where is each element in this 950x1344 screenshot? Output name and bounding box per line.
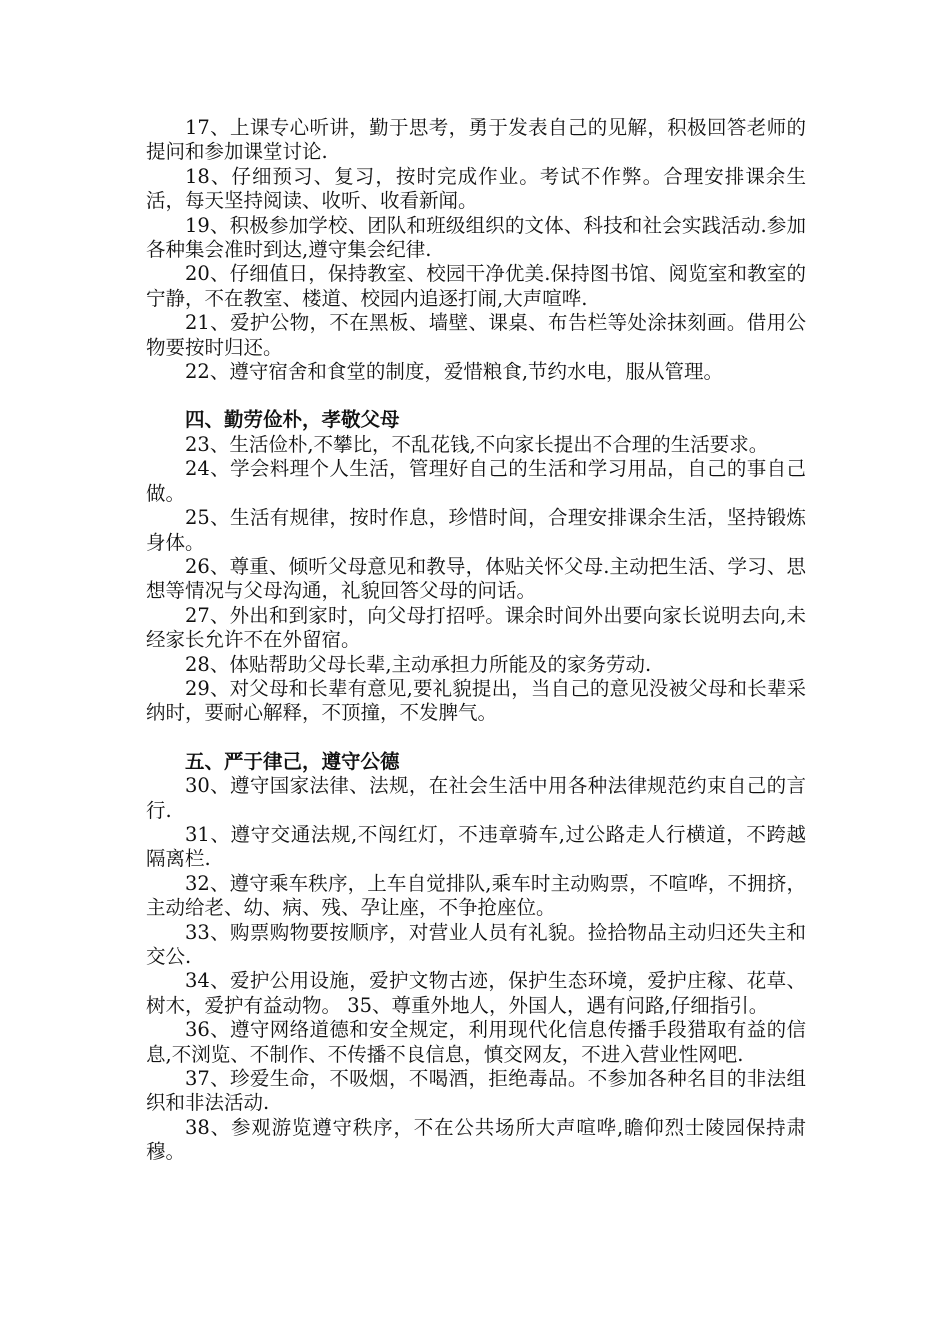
rule-item-27: 27、外出和到家时，向父母打招呼。课余时间外出要向家长说明去向,未经家长允许不在外留宿。 — [146, 603, 806, 652]
rule-item-33: 33、购票购物要按顺序，对营业人员有礼貌。捡拾物品主动归还失主和交公. — [146, 920, 806, 968]
rule-item-23: 23、生活俭朴,不攀比，不乱花钱,不向家长提出不合理的生活要求。 — [185, 432, 769, 456]
rule-item-26: 26、尊重、倾听父母意见和教导，体贴关怀父母.主动把生活、学习、思想等情况与父母沟通，礼貌回答父母的问话。 — [146, 554, 806, 603]
rule-item-28: 28、体贴帮助父母长辈,主动承担力所能及的家务劳动. — [185, 652, 652, 676]
rule-item-31: 31、遵守交通法规,不闯红灯，不违章骑车,过公路走人行横道，不跨越隔离栏. — [146, 822, 806, 871]
document-page — [146, 116, 806, 1165]
rule-item-30: 30、遵守国家法律、法规，在社会生活中用各种法律规范约束自己的言行. — [146, 774, 806, 822]
rule-item-29: 29、对父母和长辈有意见,要礼貌提出，当自己的意见没被父母和长辈采纳时，要耐心解释，不顶撞，不发脾气。 — [146, 676, 806, 725]
rule-item-25: 25、生活有规律，按时作息，珍惜时间，合理安排课余生活，坚持锻炼身体。 — [146, 506, 806, 554]
rule-item-32: 32、遵守乘车秩序，上车自觉排队,乘车时主动购票，不喧哗，不拥挤，主动给老、幼、病、残、孕让座，不争抢座位。 — [146, 871, 806, 920]
rule-item-36: 36、遵守网络道德和安全规定，利用现代化信息传播手段猎取有益的信息,不浏览、不制作、不传播不良信息，慎交网友，不进入营业性网吧. — [146, 1018, 806, 1066]
rule-item-18: 18、仔细预习、复习，按时完成作业。考试不作弊。合理安排课余生活，每天坚持阅读、收听、收看新闻。 — [146, 164, 806, 213]
rule-item-22: 22、遵守宿舍和食堂的制度，爱惜粮食,节约水电，服从管理。 — [185, 360, 724, 384]
section-heading-5: 五、严于律己，遵守公德 — [185, 749, 400, 773]
rule-item-38: 38、参观游览遵守秩序，不在公共场所大声喧哗,瞻仰烈士陵园保持肃穆。 — [146, 1115, 806, 1164]
rule-item-17: 17、上课专心听讲，勤于思考，勇于发表自己的见解，积极回答老师的提问和参加课堂讨论. — [146, 116, 806, 164]
rule-item-37: 37、珍爱生命，不吸烟，不喝酒，拒绝毒品。不参加各种名目的非法组织和非法活动. — [146, 1067, 806, 1115]
rule-item-24: 24、学会料理个人生活，管理好自己的生活和学习用品，自己的事自己做。 — [146, 457, 806, 505]
section-heading-4: 四、勤劳俭朴，孝敬父母 — [185, 408, 400, 432]
rule-item-20: 20、仔细值日，保持教室、校园干净优美.保持图书馆、阅览室和教室的宁静，不在教室、楼道、校园内追逐打闹,大声喧哗. — [146, 262, 806, 310]
rule-item-34-35: 34、爱护公用设施，爱护文物古迹，保护生态环境，爱护庄稼、花草、树木，爱护有益动物。 35、尊重外地人，外国人，遇有问路,仔细指引。 — [146, 969, 806, 1017]
rule-item-19: 19、积极参加学校、团队和班级组织的文体、科技和社会实践活动.参加各种集会准时到达,遵守集会纪律. — [146, 213, 806, 262]
rule-item-21: 21、爱护公物，不在黑板、墙壁、课桌、布告栏等处涂抹刻画。借用公物要按时归还。 — [146, 311, 806, 359]
